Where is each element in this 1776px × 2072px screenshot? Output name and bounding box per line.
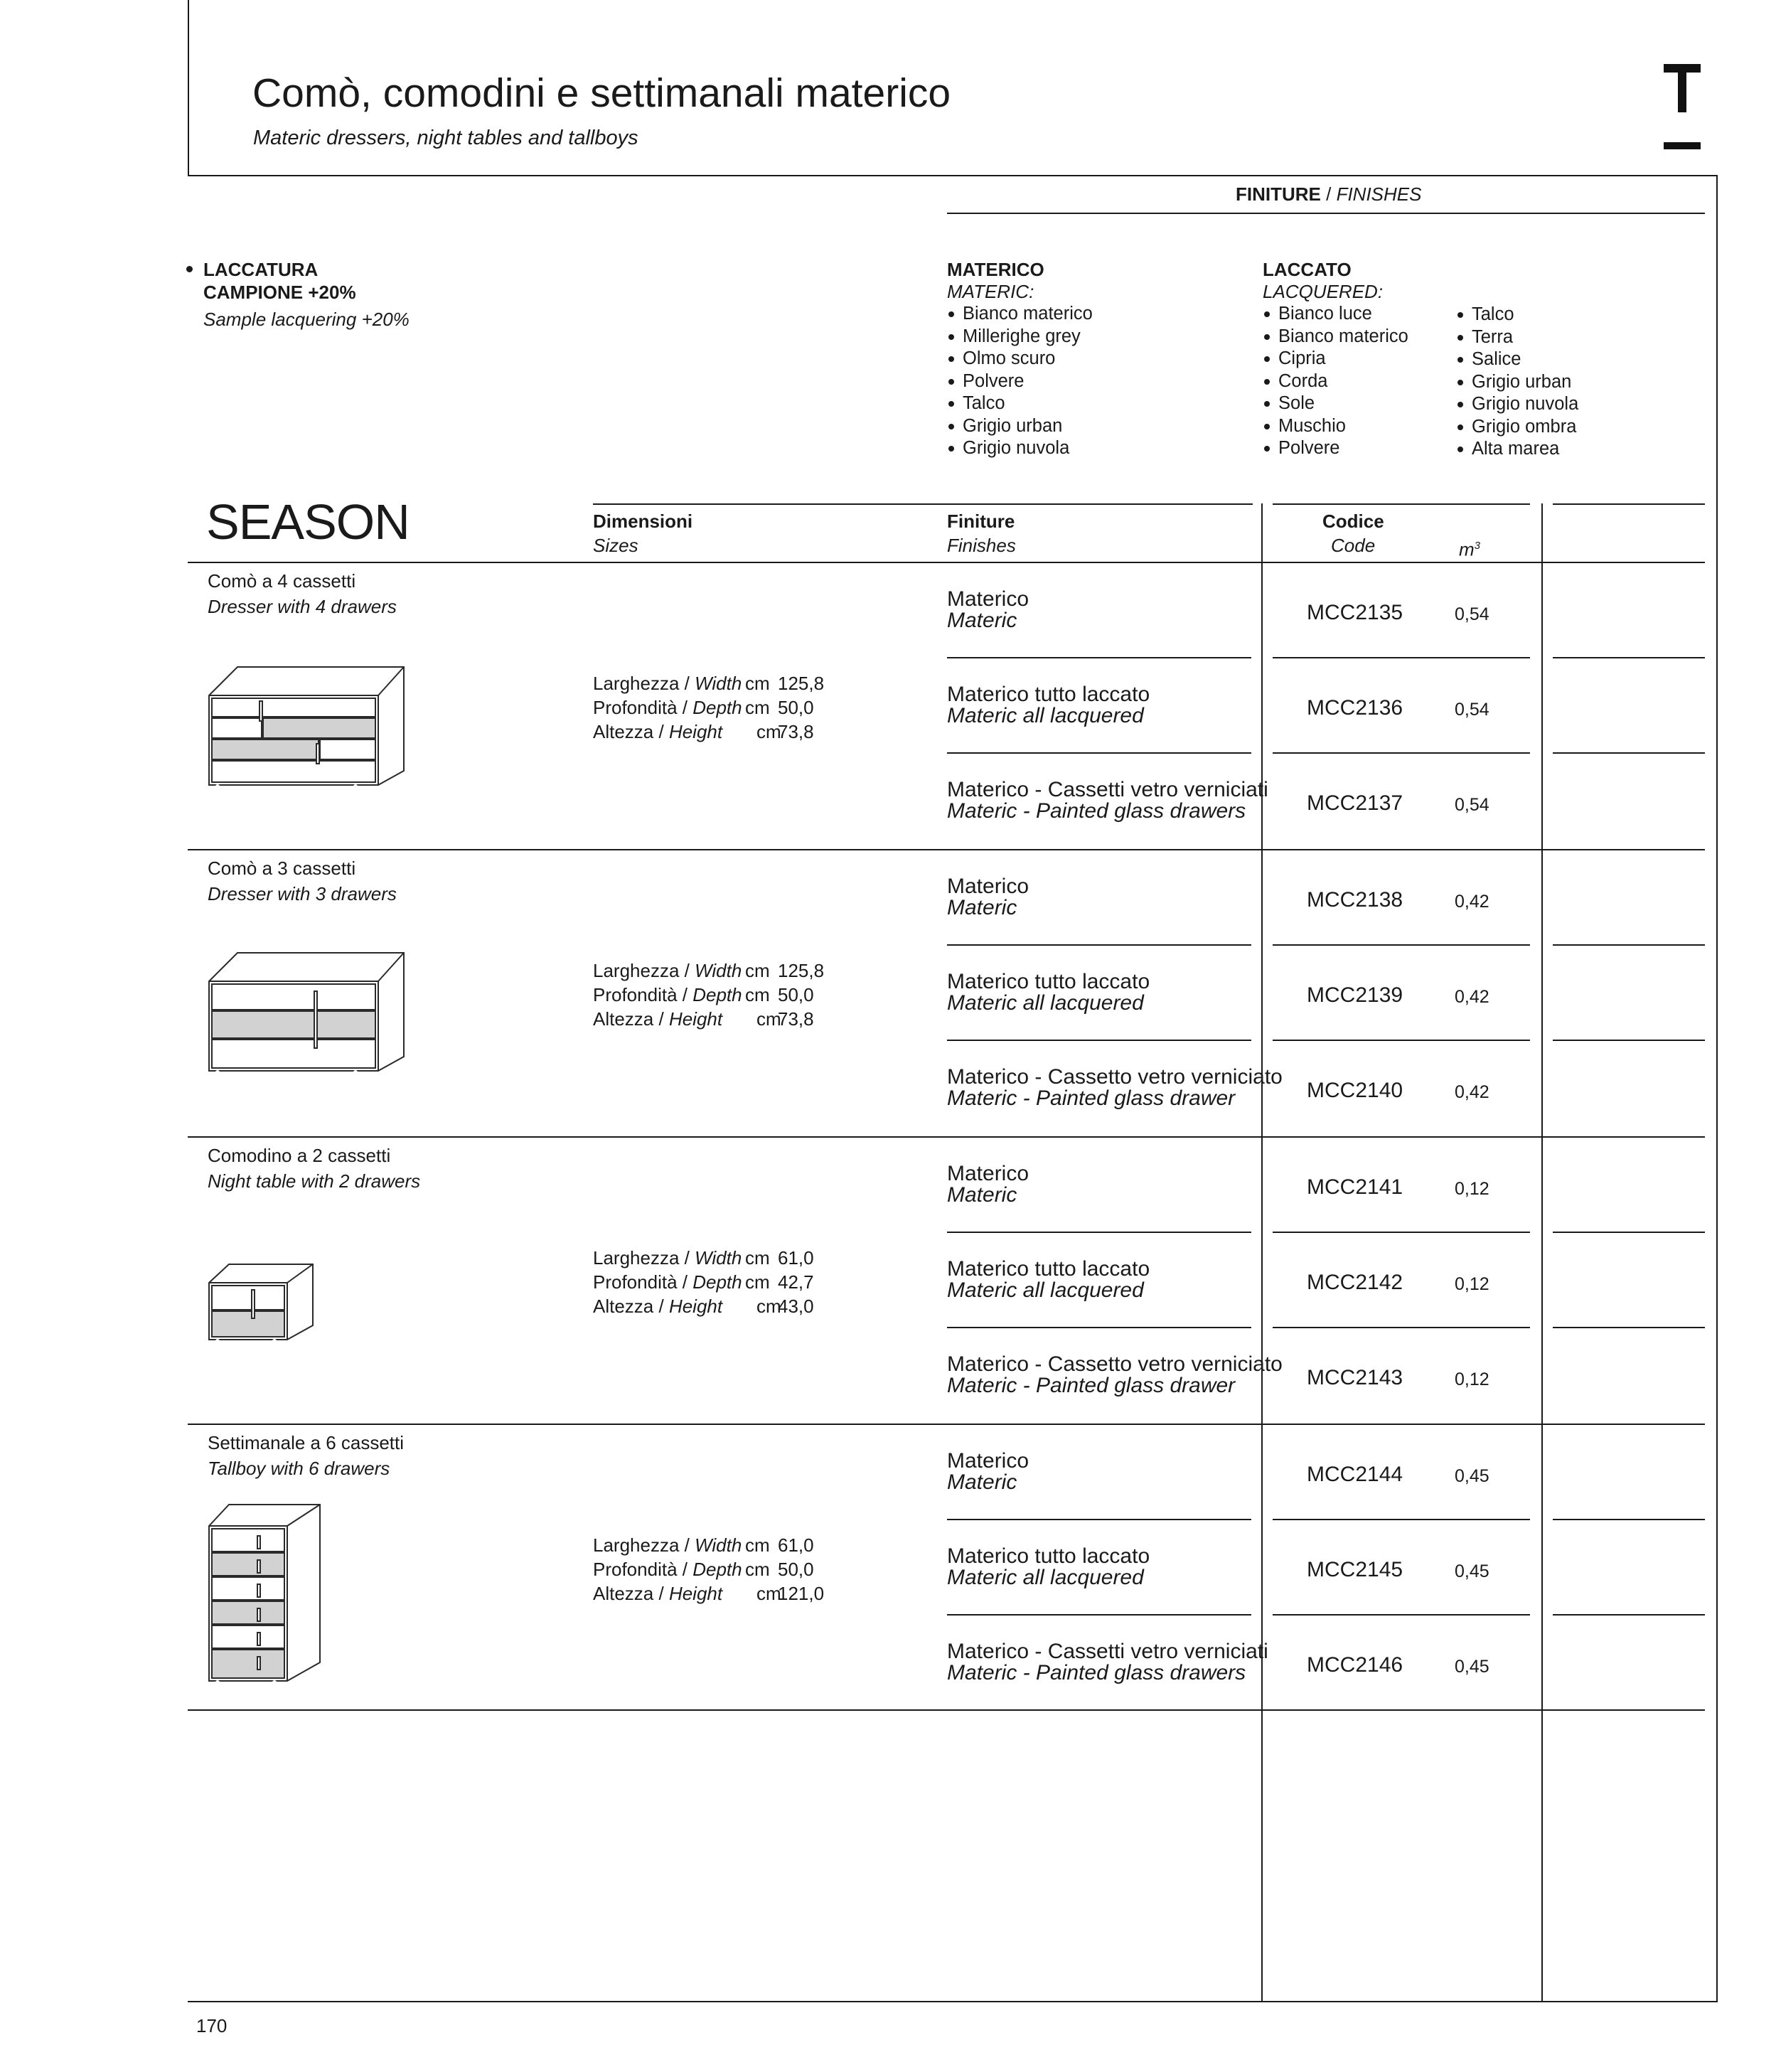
product-code: MCC2138 bbox=[1307, 888, 1403, 912]
header-m3-sup: 3 bbox=[1474, 540, 1481, 552]
finish-item: Grigio urban bbox=[1456, 371, 1578, 394]
row-divider-finish bbox=[947, 1519, 1251, 1520]
dimension-sep: / bbox=[653, 721, 669, 742]
dimension-label-en: Width bbox=[695, 1247, 742, 1269]
dimension-row bbox=[593, 1533, 814, 1557]
dimension-sep: / bbox=[677, 1559, 693, 1580]
dimension-label: Larghezza bbox=[593, 673, 680, 694]
section-divider bbox=[188, 1136, 1705, 1138]
product-code: MCC2143 bbox=[1307, 1366, 1403, 1389]
finish-name-en: Materic all lacquered bbox=[947, 704, 1144, 727]
finishes-underline bbox=[947, 213, 1705, 214]
product-name: Settimanale a 6 cassetti bbox=[208, 1432, 405, 1453]
dimension-label: Altezza bbox=[593, 1583, 654, 1604]
product-volume: 0,54 bbox=[1455, 795, 1489, 815]
dimension-unit: cm bbox=[745, 1559, 770, 1580]
finish-item: Corda bbox=[1263, 370, 1408, 393]
finish-name-en: Materic bbox=[947, 609, 1017, 632]
dimension-number: 50,0 bbox=[778, 984, 814, 1005]
dimension-label-en: Depth bbox=[692, 697, 742, 718]
dimension-label: Larghezza bbox=[593, 1534, 680, 1556]
finish-item: Grigio nuvola bbox=[947, 437, 1093, 460]
dimension-sep: / bbox=[653, 1296, 669, 1317]
row-divider-extra bbox=[1553, 1519, 1705, 1520]
row-divider-code bbox=[1273, 1327, 1530, 1328]
dimension-sep: / bbox=[679, 1247, 695, 1269]
finish-item: Muschio bbox=[1263, 415, 1408, 438]
row-divider-finish bbox=[947, 944, 1251, 946]
dimension-label: Altezza bbox=[593, 1008, 654, 1030]
finishes-materic bbox=[947, 259, 1093, 460]
product-code: MCC2135 bbox=[1307, 601, 1403, 624]
dimension-row bbox=[593, 1007, 814, 1031]
header-code-en: Code bbox=[1331, 535, 1376, 556]
product-name: Comodino a 2 cassetti bbox=[208, 1145, 391, 1166]
finish-item: Grigio ombra bbox=[1456, 416, 1578, 439]
lacquer-note-line1: LACCATURA bbox=[203, 259, 319, 280]
row-divider-code bbox=[1273, 752, 1530, 754]
row-divider-extra bbox=[1553, 1327, 1705, 1328]
dimension-label: Profondità bbox=[593, 697, 678, 718]
finish-item: Cipria bbox=[1263, 348, 1408, 370]
dimension-unit: cm bbox=[745, 1534, 770, 1556]
dimension-label-en: Height bbox=[668, 1008, 723, 1030]
finish-name: Materico tutto laccato bbox=[947, 1544, 1150, 1568]
finish-item: Alta marea bbox=[1456, 438, 1578, 461]
row-divider-code bbox=[1273, 1519, 1530, 1520]
finish-name: Materico bbox=[947, 587, 1029, 611]
lacquered-list-col1 bbox=[1263, 303, 1408, 460]
dresser-3-drawers-drawing bbox=[208, 951, 407, 1075]
product-name-en: Night table with 2 drawers bbox=[208, 1170, 421, 1192]
dimension-number: 121,0 bbox=[778, 1583, 825, 1604]
product-name-en: Tallboy with 6 drawers bbox=[208, 1458, 390, 1479]
finishes-lacquered-col2 bbox=[1456, 304, 1578, 461]
dimension-number: 50,0 bbox=[778, 697, 814, 718]
dimension-number: 50,0 bbox=[778, 1559, 814, 1580]
product-volume: 0,45 bbox=[1455, 1561, 1489, 1581]
product-dimensions bbox=[593, 671, 825, 744]
dimension-number: 43,0 bbox=[778, 1296, 814, 1317]
lacquer-bullet-icon bbox=[186, 266, 193, 272]
page-title: Comò, comodini e settimanali materico bbox=[252, 70, 951, 116]
dimension-label-en: Height bbox=[668, 1296, 723, 1317]
dimension-label-en: Height bbox=[668, 721, 723, 742]
code-column-right-line bbox=[1541, 503, 1543, 2002]
header-m3-unit: m bbox=[1459, 538, 1475, 560]
dimension-unit: cm bbox=[745, 960, 770, 981]
dimension-row bbox=[593, 1246, 814, 1270]
section-divider bbox=[188, 849, 1705, 850]
finish-name: Materico bbox=[947, 1449, 1029, 1473]
finish-item: Grigio nuvola bbox=[1456, 393, 1578, 416]
row-divider-extra bbox=[1553, 752, 1705, 754]
dimension-unit: cm bbox=[745, 1271, 770, 1293]
dimension-number: 73,8 bbox=[778, 1008, 814, 1030]
finishes-lacquered bbox=[1263, 259, 1408, 460]
product-dimensions bbox=[593, 1533, 825, 1606]
finish-name-en: Materic - Painted glass drawers bbox=[947, 1661, 1246, 1684]
dimension-unit: cm bbox=[756, 1583, 781, 1604]
section-divider bbox=[188, 562, 1705, 563]
dimension-number: 125,8 bbox=[778, 960, 825, 981]
lacquer-note-line3: Sample lacquering +20% bbox=[203, 309, 410, 330]
finish-name: Materico tutto laccato bbox=[947, 683, 1150, 706]
row-divider-code bbox=[1273, 944, 1530, 946]
dimension-row bbox=[593, 1581, 825, 1606]
dimension-label: Larghezza bbox=[593, 1247, 680, 1269]
dimension-row bbox=[593, 1294, 814, 1318]
finish-item: Millerighe grey bbox=[947, 326, 1093, 348]
dimension-sep: / bbox=[679, 1534, 695, 1556]
dimension-unit: cm bbox=[756, 1296, 781, 1317]
left-frame-line-top bbox=[188, 0, 189, 176]
finish-item: Bianco materico bbox=[1263, 326, 1408, 348]
dimension-label-en: Depth bbox=[692, 1271, 742, 1293]
dimension-label-en: Width bbox=[695, 960, 742, 981]
finish-item: Talco bbox=[947, 392, 1093, 415]
dimension-row bbox=[593, 1270, 814, 1294]
dimension-label: Profondità bbox=[593, 984, 678, 1005]
product-code: MCC2145 bbox=[1307, 1558, 1403, 1581]
dimension-unit: cm bbox=[756, 721, 781, 742]
dimension-number: 61,0 bbox=[778, 1534, 814, 1556]
table-top-line-code bbox=[1273, 503, 1530, 505]
product-code: MCC2139 bbox=[1307, 983, 1403, 1007]
dimension-number: 61,0 bbox=[778, 1247, 814, 1269]
table-bottom-frame bbox=[188, 2001, 1718, 2002]
finish-name-en: Materic all lacquered bbox=[947, 1278, 1144, 1302]
header-m3 bbox=[1459, 535, 1480, 561]
dresser-4-drawers-drawing bbox=[208, 666, 407, 789]
finish-item: Terra bbox=[1456, 326, 1578, 349]
finishes-heading-sep: / bbox=[1320, 183, 1337, 205]
finish-name: Materico tutto laccato bbox=[947, 970, 1150, 993]
dimension-label: Larghezza bbox=[593, 960, 680, 981]
lacquer-note-line2: CAMPIONE +20% bbox=[203, 282, 356, 303]
dimension-label-en: Width bbox=[695, 1534, 742, 1556]
product-volume: 0,54 bbox=[1455, 700, 1489, 720]
lacquered-title: LACCATO bbox=[1263, 259, 1352, 280]
header-sizes: Sizes bbox=[593, 535, 638, 556]
finish-item: Bianco materico bbox=[947, 303, 1093, 326]
dimension-label: Profondità bbox=[593, 1559, 678, 1580]
table-top-line-extra bbox=[1553, 503, 1705, 505]
dimension-label: Altezza bbox=[593, 721, 654, 742]
finish-name: Materico - Cassetti vetro verniciati bbox=[947, 778, 1268, 801]
product-volume: 0,42 bbox=[1455, 987, 1489, 1007]
page-subtitle: Materic dressers, night tables and tallboys bbox=[253, 127, 638, 149]
lacquered-subtitle: LACQUERED: bbox=[1263, 281, 1384, 302]
dimension-unit: cm bbox=[745, 673, 770, 694]
product-code: MCC2142 bbox=[1307, 1271, 1403, 1294]
dimension-unit: cm bbox=[745, 697, 770, 718]
row-divider-extra bbox=[1553, 1232, 1705, 1233]
row-divider-finish bbox=[947, 657, 1251, 658]
row-divider-code bbox=[1273, 1614, 1530, 1616]
product-name-en: Dresser with 3 drawers bbox=[208, 883, 397, 904]
finishes-heading bbox=[1236, 183, 1421, 205]
product-volume: 0,12 bbox=[1455, 1369, 1489, 1389]
finish-item: Salice bbox=[1456, 348, 1578, 371]
header-divider bbox=[188, 175, 1718, 176]
section-divider bbox=[188, 1424, 1705, 1425]
product-code: MCC2140 bbox=[1307, 1079, 1403, 1102]
dimension-sep: / bbox=[679, 673, 695, 694]
row-divider-finish bbox=[947, 1232, 1251, 1233]
dimension-label: Altezza bbox=[593, 1296, 654, 1317]
page-number: 170 bbox=[196, 2015, 228, 2036]
row-divider-finish bbox=[947, 1614, 1251, 1616]
product-volume: 0,45 bbox=[1455, 1466, 1489, 1486]
dimension-sep: / bbox=[653, 1008, 669, 1030]
row-divider-finish bbox=[947, 1327, 1251, 1328]
product-code: MCC2137 bbox=[1307, 791, 1403, 815]
finish-item: Bianco luce bbox=[1263, 303, 1408, 326]
row-divider-code bbox=[1273, 657, 1530, 658]
finish-item: Polvere bbox=[947, 370, 1093, 393]
header-dimensions: Dimensioni bbox=[593, 511, 693, 532]
header-code: Codice bbox=[1322, 511, 1384, 532]
row-divider-extra bbox=[1553, 1040, 1705, 1041]
finish-item: Grigio urban bbox=[947, 415, 1093, 438]
finish-name-en: Materic - Painted glass drawer bbox=[947, 1086, 1236, 1110]
product-code: MCC2146 bbox=[1307, 1653, 1403, 1677]
dimension-number: 42,7 bbox=[778, 1271, 814, 1293]
finish-name-en: Materic bbox=[947, 1183, 1017, 1207]
header-finishes-en: Finishes bbox=[947, 535, 1016, 556]
dimension-unit: cm bbox=[756, 1008, 781, 1030]
finishes-heading-it: FINITURE bbox=[1236, 183, 1321, 205]
row-divider-code bbox=[1273, 1232, 1530, 1233]
dimension-sep: / bbox=[653, 1583, 669, 1604]
dimension-row bbox=[593, 695, 814, 720]
dimension-label-en: Depth bbox=[692, 984, 742, 1005]
finish-name-en: Materic all lacquered bbox=[947, 1566, 1144, 1589]
code-column-left-line bbox=[1261, 503, 1263, 2002]
finish-name-en: Materic bbox=[947, 896, 1017, 919]
product-volume: 0,45 bbox=[1455, 1657, 1489, 1677]
finish-name: Materico bbox=[947, 875, 1029, 898]
dimension-label: Profondità bbox=[593, 1271, 678, 1293]
finish-name: Materico tutto laccato bbox=[947, 1257, 1150, 1281]
tallboy-drawing bbox=[208, 1503, 323, 1685]
product-code: MCC2141 bbox=[1307, 1175, 1403, 1199]
night-table-drawing bbox=[208, 1263, 316, 1345]
product-code: MCC2144 bbox=[1307, 1463, 1403, 1486]
finish-item: Olmo scuro bbox=[947, 348, 1093, 370]
lacquered-list-col2 bbox=[1456, 304, 1578, 461]
header-finishes: Finiture bbox=[947, 511, 1015, 532]
product-code: MCC2136 bbox=[1307, 696, 1403, 720]
product-dimensions bbox=[593, 958, 825, 1031]
row-divider-extra bbox=[1553, 1614, 1705, 1616]
dimension-row bbox=[593, 1557, 814, 1581]
finish-name: Materico - Cassetto vetro verniciato bbox=[947, 1352, 1283, 1376]
row-divider-finish bbox=[947, 1040, 1251, 1041]
dimension-row bbox=[593, 720, 814, 744]
finish-name: Materico - Cassetti vetro verniciati bbox=[947, 1640, 1268, 1663]
product-name: Comò a 4 cassetti bbox=[208, 570, 356, 592]
dimension-sep: / bbox=[677, 984, 693, 1005]
finishes-heading-en: FINISHES bbox=[1336, 183, 1422, 205]
dimension-label-en: Width bbox=[695, 673, 742, 694]
finish-name: Materico - Cassetto vetro verniciato bbox=[947, 1065, 1283, 1089]
table-end-line bbox=[188, 1709, 1705, 1711]
dimension-sep: / bbox=[677, 697, 693, 718]
product-volume: 0,54 bbox=[1455, 604, 1489, 624]
row-divider-finish bbox=[947, 752, 1251, 754]
dimension-sep: / bbox=[679, 960, 695, 981]
finish-item: Talco bbox=[1456, 304, 1578, 326]
dimension-row bbox=[593, 958, 825, 983]
dimension-label-en: Depth bbox=[692, 1559, 742, 1580]
finish-item: Sole bbox=[1263, 392, 1408, 415]
dimension-number: 125,8 bbox=[778, 673, 825, 694]
dimension-sep: / bbox=[677, 1271, 693, 1293]
product-volume: 0,12 bbox=[1455, 1274, 1489, 1294]
materic-subtitle: MATERIC: bbox=[947, 281, 1034, 302]
dimension-unit: cm bbox=[745, 984, 770, 1005]
product-name-en: Dresser with 4 drawers bbox=[208, 596, 397, 617]
dimension-label-en: Height bbox=[668, 1583, 723, 1604]
table-top-line-dims bbox=[593, 503, 1253, 505]
dimension-row bbox=[593, 671, 825, 695]
row-divider-extra bbox=[1553, 944, 1705, 946]
product-volume: 0,42 bbox=[1455, 892, 1489, 912]
finish-name-en: Materic - Painted glass drawers bbox=[947, 799, 1246, 823]
dimension-row bbox=[593, 983, 814, 1007]
product-volume: 0,42 bbox=[1455, 1082, 1489, 1102]
finish-item: Polvere bbox=[1263, 437, 1408, 460]
product-name: Comò a 3 cassetti bbox=[208, 858, 356, 879]
finish-name: Materico bbox=[947, 1162, 1029, 1185]
finish-name-en: Materic all lacquered bbox=[947, 991, 1144, 1015]
finish-name-en: Materic - Painted glass drawer bbox=[947, 1374, 1236, 1397]
collection-name: SEASON bbox=[206, 494, 410, 550]
dimension-unit: cm bbox=[745, 1247, 770, 1269]
right-frame-line bbox=[1716, 175, 1718, 2002]
row-divider-extra bbox=[1553, 657, 1705, 658]
row-divider-code bbox=[1273, 1040, 1530, 1041]
materic-list bbox=[947, 303, 1093, 460]
finish-name-en: Materic bbox=[947, 1470, 1017, 1494]
dimension-number: 73,8 bbox=[778, 721, 814, 742]
materic-title: MATERICO bbox=[947, 259, 1044, 280]
product-dimensions bbox=[593, 1246, 814, 1318]
product-volume: 0,12 bbox=[1455, 1179, 1489, 1199]
